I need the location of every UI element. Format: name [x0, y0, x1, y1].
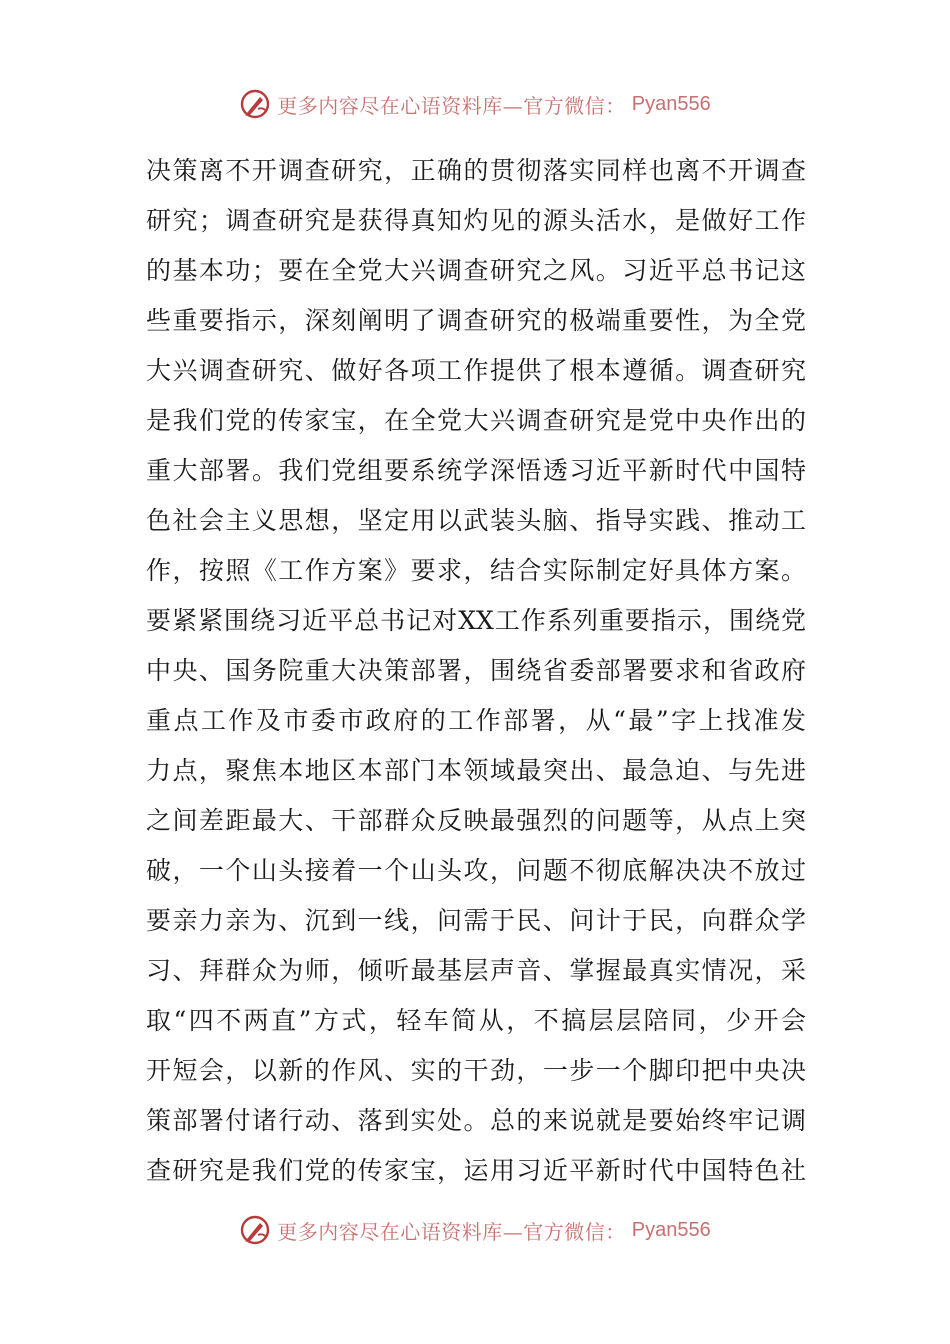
pen-circle-logo-icon: [239, 88, 271, 120]
text-line: 取“四不两直”方式，轻车简从，不搞层层陪同，少开会: [146, 1006, 806, 1035]
text-line: 破，一个山头接着一个山头攻，问题不彻底解决决不放过: [146, 856, 806, 885]
text-line: 研究；调查研究是获得真知灼见的源头活水，是做好工作: [146, 206, 806, 235]
text-line: 是我们党的传家宝，在全党大兴调查研究是党中央作出的: [146, 406, 806, 435]
text-line: 的基本功；要在全党大兴调查研究之风。习近平总书记这: [146, 256, 806, 285]
text-line: 色社会主义思想，坚定用以武装头脑、指导实践、推动工: [146, 506, 806, 535]
text-line: 大兴调查研究、做好各项工作提供了根本遵循。调查研究: [146, 356, 806, 385]
text-line: 重大部署。我们党组要系统学深悟透习近平新时代中国特: [146, 456, 806, 485]
watermark-wechat-id: Pyan556: [631, 1218, 711, 1241]
watermark-text: 更多内容尽在心语资料库—官方微信：: [277, 1219, 626, 1244]
text-line: 决策离不开调查研究，正确的贯彻落实同样也离不开调查: [146, 156, 806, 185]
text-line: 要紧紧围绕习近平总书记对XX工作系列重要指示，围绕党: [146, 606, 806, 635]
text-line: 作，按照《工作方案》要求，结合实际制定好具体方案。: [146, 556, 806, 585]
text-line: 之间差距最大、干部群众反映最强烈的问题等，从点上突: [146, 806, 806, 835]
text-line: 策部署付诸行动、落到实处。总的来说就是要始终牢记调: [146, 1106, 806, 1135]
text-line: 些重要指示，深刻阐明了调查研究的极端重要性，为全党: [146, 306, 806, 335]
text-line: 重点工作及市委市政府的工作部署，从“最”字上找准发: [146, 706, 806, 735]
pen-circle-logo-icon: [239, 1214, 271, 1246]
text-line: 习、拜群众为师，倾听最基层声音、掌握最真实情况，采: [146, 956, 806, 985]
header-watermark: [0, 84, 950, 124]
text-line: 查研究是我们党的传家宝，运用习近平新时代中国特色社: [146, 1156, 806, 1185]
footer-watermark: [0, 1210, 950, 1250]
text-line: 中央、国务院重大决策部署，围绕省委部署要求和省政府: [146, 656, 806, 685]
watermark-text: 更多内容尽在心语资料库—官方微信：: [277, 93, 626, 118]
text-line: 开短会，以新的作风、实的干劲，一步一个脚印把中央决: [146, 1056, 806, 1085]
text-line: 要亲力亲为、沉到一线，问需于民、问计于民，向群众学: [146, 906, 806, 935]
text-line: 力点，聚焦本地区本部门本领域最突出、最急迫、与先进: [146, 756, 806, 785]
document-body: [146, 146, 806, 1196]
watermark-wechat-id: Pyan556: [631, 92, 711, 115]
